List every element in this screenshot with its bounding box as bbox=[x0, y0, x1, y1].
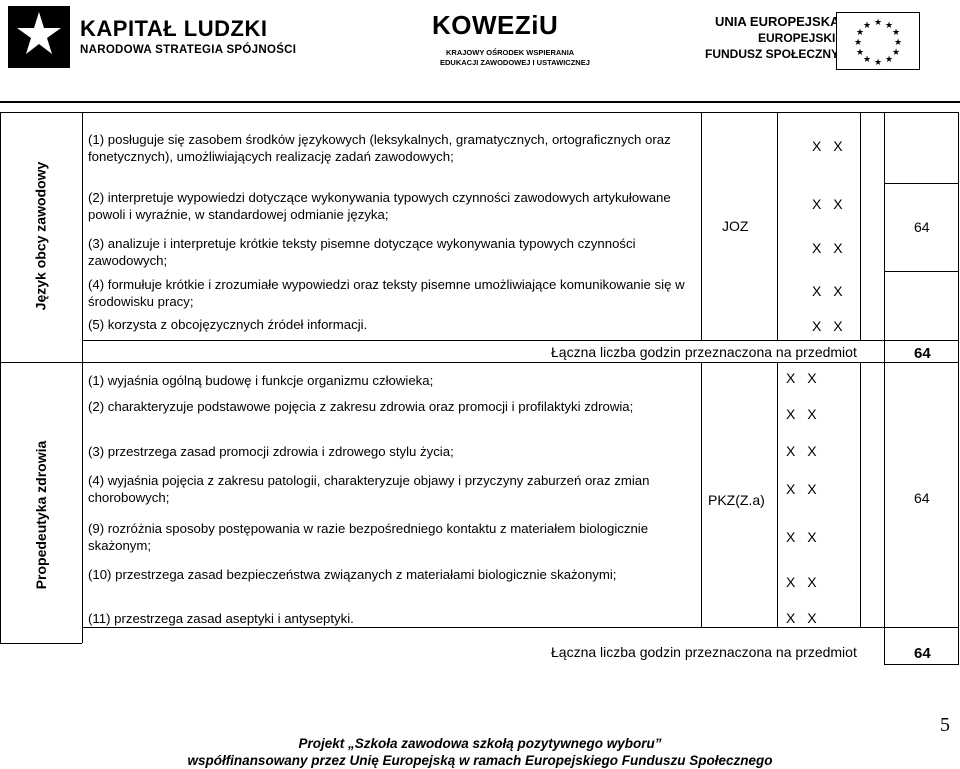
koweziu-logo: KOWEZiU bbox=[432, 10, 559, 40]
learning-outcome: (11) przestrzega zasad aseptyki i antyseptyki. bbox=[88, 611, 354, 626]
mark-cell: X X bbox=[812, 240, 847, 256]
kapital-ludzki-subtitle: NARODOWA STRATEGIA SPÓJNOŚCI bbox=[80, 44, 297, 56]
page-number: 5 bbox=[940, 714, 950, 736]
learning-outcome: (9) rozróżnia sposoby postępowania w razie bezpośredniego kontaktu z materiałem biologicznie skażonym; bbox=[88, 521, 649, 553]
mark-cell: X X bbox=[812, 283, 847, 299]
svg-text:★: ★ bbox=[853, 38, 863, 48]
learning-outcome: (10) przestrzega zasad bezpieczeństwa związanych z materiałami biologicznie skażonymi; bbox=[88, 567, 617, 582]
mark-cell: X X bbox=[786, 481, 821, 497]
footer-line-1: Projekt „Szkoła zawodowa szkołą pozytywnego wyboru” bbox=[298, 736, 662, 751]
mark-cell: X X bbox=[786, 370, 821, 386]
mark-cell: X X bbox=[786, 574, 821, 590]
subject-label: Język obcy zawodowy bbox=[32, 161, 49, 311]
koweziu-subtitle-2: EDUKACJI ZAWODOWEJ I USTAWICZNEJ bbox=[440, 58, 590, 67]
svg-text:★: ★ bbox=[884, 55, 894, 65]
learning-outcome: (4) formułuje krótkie i zrozumiałe wypowiedzi oraz teksty pisemne umożliwiające komunikowanie się w środowisku pracy; bbox=[88, 277, 685, 309]
learning-outcome: (4) wyjaśnia pojęcia z zakresu patologii, charakteryzuje objawy i przyczyny zaburzeń oraz zmian chorobowych; bbox=[88, 473, 650, 505]
learning-outcome: (1) posługuje się zasobem środków językowych (leksykalnych, gramatycznych, ortograficznych oraz fonetycznych), umożliwiających realizację zadań zawodowych; bbox=[88, 132, 671, 164]
subject-code: PKZ(Z.a) bbox=[708, 492, 765, 508]
footer-line-2: współfinansowany przez Unię Europejską w ramach Europejskiego Funduszu Społecznego bbox=[187, 753, 773, 768]
svg-text:★: ★ bbox=[884, 21, 894, 31]
mark-cell: X X bbox=[786, 406, 821, 422]
mark-cell: X X bbox=[812, 196, 847, 212]
svg-text:★: ★ bbox=[855, 48, 865, 58]
koweziu-subtitle-1: KRAJOWY OŚRODEK WSPIERANIA bbox=[446, 48, 575, 57]
svg-text:★: ★ bbox=[862, 21, 872, 31]
learning-outcome: (3) przestrzega zasad promocji zdrowia i zdrowego stylu życia; bbox=[88, 444, 454, 459]
learning-outcome: (3) analizuje i interpretuje krótkie teksty pisemne dotyczące wykonywania typowych czynności zawodowych; bbox=[88, 236, 636, 268]
svg-text:★: ★ bbox=[891, 48, 901, 58]
svg-text:★: ★ bbox=[855, 28, 865, 38]
total-hours-value: 64 bbox=[914, 345, 931, 362]
mark-cell: X X bbox=[812, 318, 847, 334]
svg-text:★: ★ bbox=[862, 55, 872, 65]
total-hours-value: 64 bbox=[914, 645, 931, 662]
learning-outcome: (2) charakteryzuje podstawowe pojęcia z zakresu zdrowia oraz promocji i profilaktyki zdrowia; bbox=[88, 399, 634, 414]
ue-title: UNIA EUROPEJSKA bbox=[715, 14, 840, 29]
kapital-ludzki-title: KAPITAŁ LUDZKI bbox=[80, 16, 268, 41]
ue-subtitle-2: FUNDUSZ SPOŁECZNY bbox=[705, 47, 840, 61]
subject-hours: 64 bbox=[914, 219, 930, 235]
total-hours-label: Łączna liczba godzin przeznaczona na przedmiot bbox=[551, 344, 857, 360]
svg-text:★: ★ bbox=[893, 38, 903, 48]
svg-text:★: ★ bbox=[873, 58, 883, 68]
ue-subtitle-1: EUROPEJSKI bbox=[758, 31, 836, 45]
subject-label: Propedeutyka zdrowia bbox=[33, 440, 49, 590]
learning-outcome: (1) wyjaśnia ogólną budowę i funkcje organizmu człowieka; bbox=[88, 373, 434, 388]
subject-hours: 64 bbox=[914, 490, 930, 506]
learning-outcome: (5) korzysta z obcojęzycznych źródeł informacji. bbox=[88, 317, 368, 332]
learning-outcome: (2) interpretuje wypowiedzi dotyczące wykonywania typowych czynności zawodowych artykułowane powoli i wyraźnie, w standardowej odmianie języka; bbox=[88, 190, 671, 222]
subject-code: JOZ bbox=[722, 218, 749, 234]
total-hours-label: Łączna liczba godzin przeznaczona na przedmiot bbox=[551, 644, 857, 660]
mark-cell: X X bbox=[812, 138, 847, 154]
mark-cell: X X bbox=[786, 610, 821, 626]
svg-text:★: ★ bbox=[873, 18, 883, 28]
svg-text:★: ★ bbox=[891, 28, 901, 38]
mark-cell: X X bbox=[786, 443, 821, 459]
mark-cell: X X bbox=[786, 529, 821, 545]
